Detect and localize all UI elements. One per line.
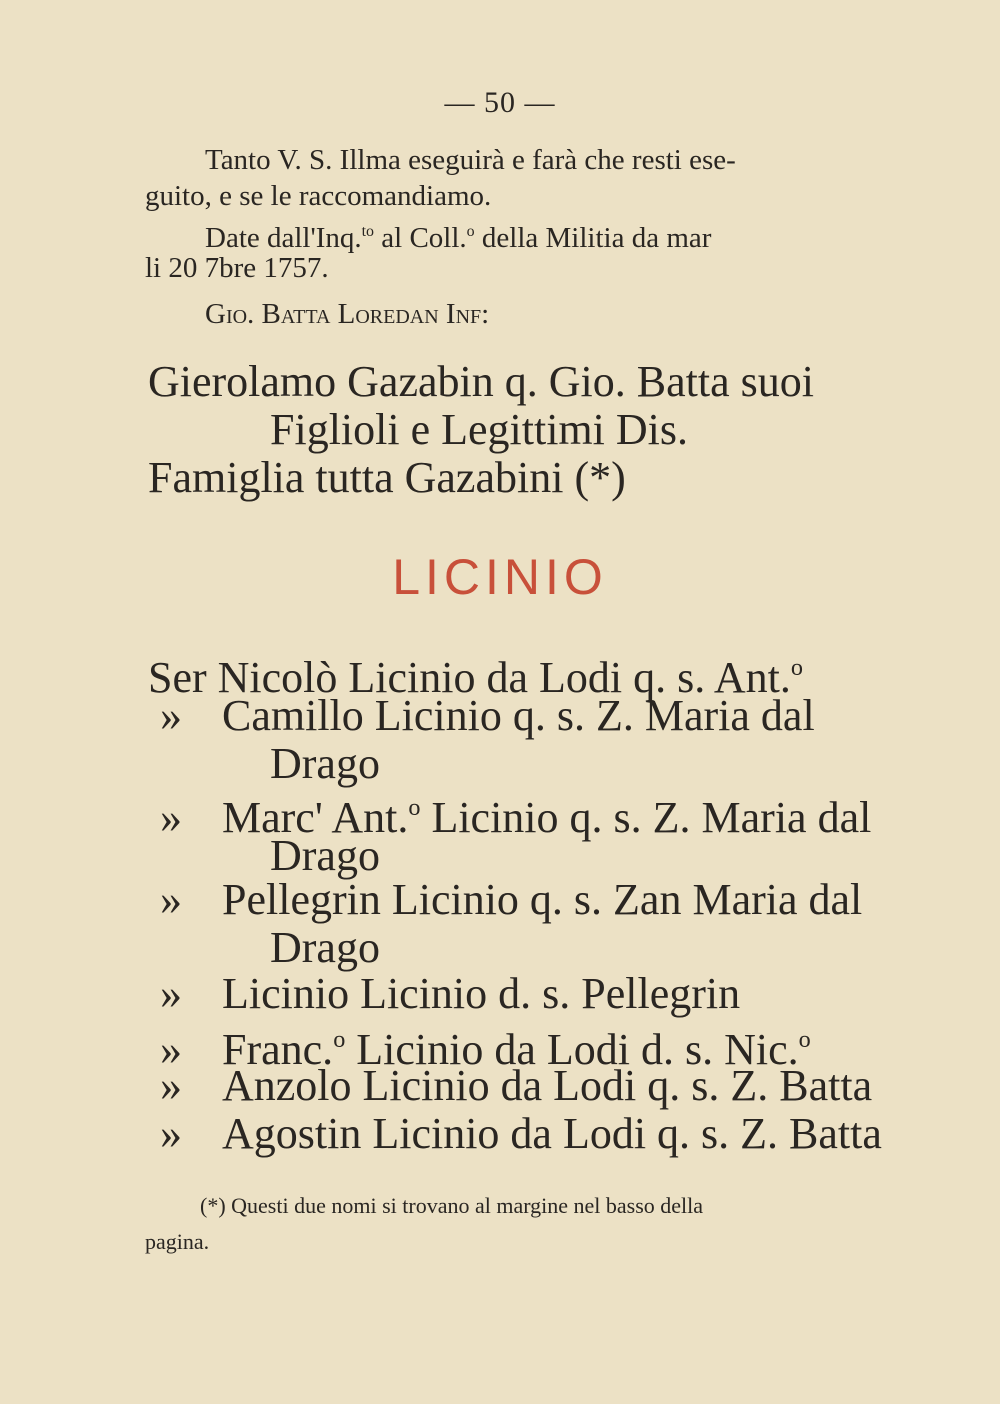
ditto-mark: »: [160, 969, 182, 1018]
gazabin-line-3: Famiglia tutta Gazabini (*): [148, 453, 626, 502]
licinio-entry-first-sup: o: [790, 654, 803, 681]
ditto-mark: »: [160, 1109, 182, 1158]
licinio-entry-2-sup: o: [408, 794, 421, 821]
page-number: — 50 —: [444, 86, 556, 119]
gazabin-line-2: Figlioli e Legittimi Dis.: [270, 405, 688, 454]
licinio-entry-first-text: Ser Nicolò Licinio da Lodi q. s. Ant.: [148, 652, 791, 702]
footnote-line-1: (*) Questi due nomi si trovano al margine nel basso della: [200, 1193, 704, 1218]
letter-line-1: Tanto V. S. Illma eseguirà e farà che resti ese-: [205, 144, 736, 176]
licinio-entry-1: [160, 692, 815, 740]
licinio-entry-1-text: Camillo Licinio q. s. Z. Maria dal: [222, 691, 815, 740]
ditto-mark: »: [160, 792, 182, 842]
licinio-entry-5-sup: o: [333, 1026, 346, 1053]
licinio-entry-5-sup-2: o: [798, 1026, 811, 1053]
footnote-line-2: pagina.: [145, 1229, 210, 1254]
licinio-entry-1-cont: Drago: [270, 739, 380, 788]
licinio-entry-3-text: Pellegrin Licinio q. s. Zan Maria dal: [222, 875, 863, 924]
licinio-entry-2: [160, 784, 871, 842]
licinio-entry-5-b: Licinio da Lodi d. s. Nic.: [345, 1024, 799, 1074]
letter-signature: Gio. Batta Loredan Inf:: [205, 298, 490, 330]
licinio-entry-4-text: Licinio Licinio d. s. Pellegrin: [222, 969, 741, 1018]
ditto-mark: »: [160, 1061, 182, 1110]
licinio-entry-7-text: Agostin Licinio da Lodi q. s. Z. Batta: [222, 1109, 882, 1158]
gazabin-line-1: Gierolamo Gazabin q. Gio. Batta suoi: [148, 357, 814, 406]
ditto-mark: »: [160, 691, 182, 740]
letter-line-3-sup-2: o: [466, 223, 475, 240]
ditto-mark: »: [160, 875, 182, 924]
licinio-entry-2-b: Licinio q. s. Z. Maria dal: [420, 792, 872, 842]
section-heading-licinio: LICINIO: [392, 549, 608, 605]
licinio-entry-6: [160, 1062, 872, 1110]
letter-line-4: li 20 7bre 1757.: [145, 252, 329, 284]
letter-line-3-b: al Coll.: [374, 222, 467, 255]
letter-line-3-a: Date dall'Inq.: [205, 222, 362, 255]
letter-line-3-c: della Militia da mar: [474, 222, 712, 255]
letter-line-3-sup-1: to: [361, 223, 375, 240]
licinio-entry-5-a: Franc.: [222, 1024, 334, 1074]
licinio-entry-6-text: Anzolo Licinio da Lodi q. s. Z. Batta: [222, 1061, 873, 1110]
licinio-entry-2-a: Marc' Ant.: [222, 792, 409, 842]
licinio-entry-4: [160, 970, 740, 1018]
letter-line-2: guito, e se le raccomandiamo.: [145, 180, 492, 212]
licinio-entry-2-cont: Drago: [270, 831, 380, 880]
licinio-entry-3-cont: Drago: [270, 923, 380, 972]
ditto-mark: »: [160, 1024, 182, 1074]
licinio-entry-7: [160, 1110, 882, 1158]
licinio-entry-3: [160, 876, 862, 924]
